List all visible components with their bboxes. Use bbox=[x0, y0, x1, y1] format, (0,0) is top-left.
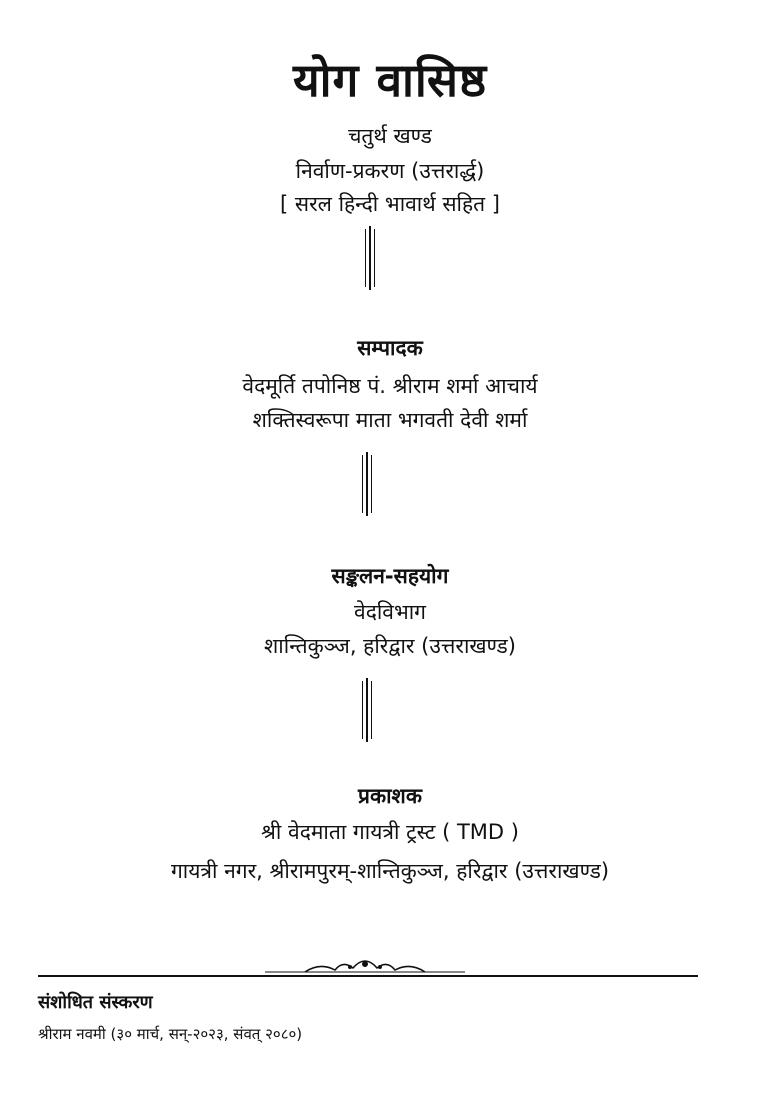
compilation-department: वेदविभाग bbox=[354, 600, 426, 624]
editor-name-2: शक्तिस्वरूपा माता भगवती देवी शर्मा bbox=[252, 408, 528, 432]
subtitle: [ सरल हिन्दी भावार्थ सहित ] bbox=[280, 192, 500, 216]
publisher-heading: प्रकाशक bbox=[358, 784, 422, 808]
editor-name-1: वेदमूर्ति तपोनिष्ठ पं. श्रीराम शर्मा आचार्य bbox=[242, 374, 538, 398]
section-label: निर्वाण-प्रकरण (उत्तरार्द्ध) bbox=[295, 159, 485, 183]
separator-lines bbox=[362, 678, 372, 742]
compilation-place: शान्तिकुञ्ज, हरिद्वार (उत्तराखण्ड) bbox=[264, 634, 516, 658]
book-title: योग वासिष्ठ bbox=[292, 53, 488, 107]
publisher-name: श्री वेदमाता गायत्री ट्रस्ट ( TMD ) bbox=[261, 820, 519, 844]
separator-lines bbox=[362, 452, 372, 516]
footer-rule bbox=[38, 975, 698, 977]
compilation-heading: सङ्कलन-सहयोग bbox=[331, 564, 449, 588]
edition-heading: संशोधित संस्करण bbox=[38, 992, 153, 1013]
volume-label: चतुर्थ खण्ड bbox=[348, 124, 432, 148]
separator-lines bbox=[365, 226, 375, 290]
publisher-address: गायत्री नगर, श्रीरामपुरम्-शान्तिकुञ्ज, हरिद्वार (उत्तराखण्ड) bbox=[170, 859, 610, 883]
edition-date: श्रीराम नवमी (३० मार्च, सन्-२०२३, संवत् २०८०) bbox=[38, 1025, 303, 1043]
editors-heading: सम्पादक bbox=[357, 336, 423, 360]
